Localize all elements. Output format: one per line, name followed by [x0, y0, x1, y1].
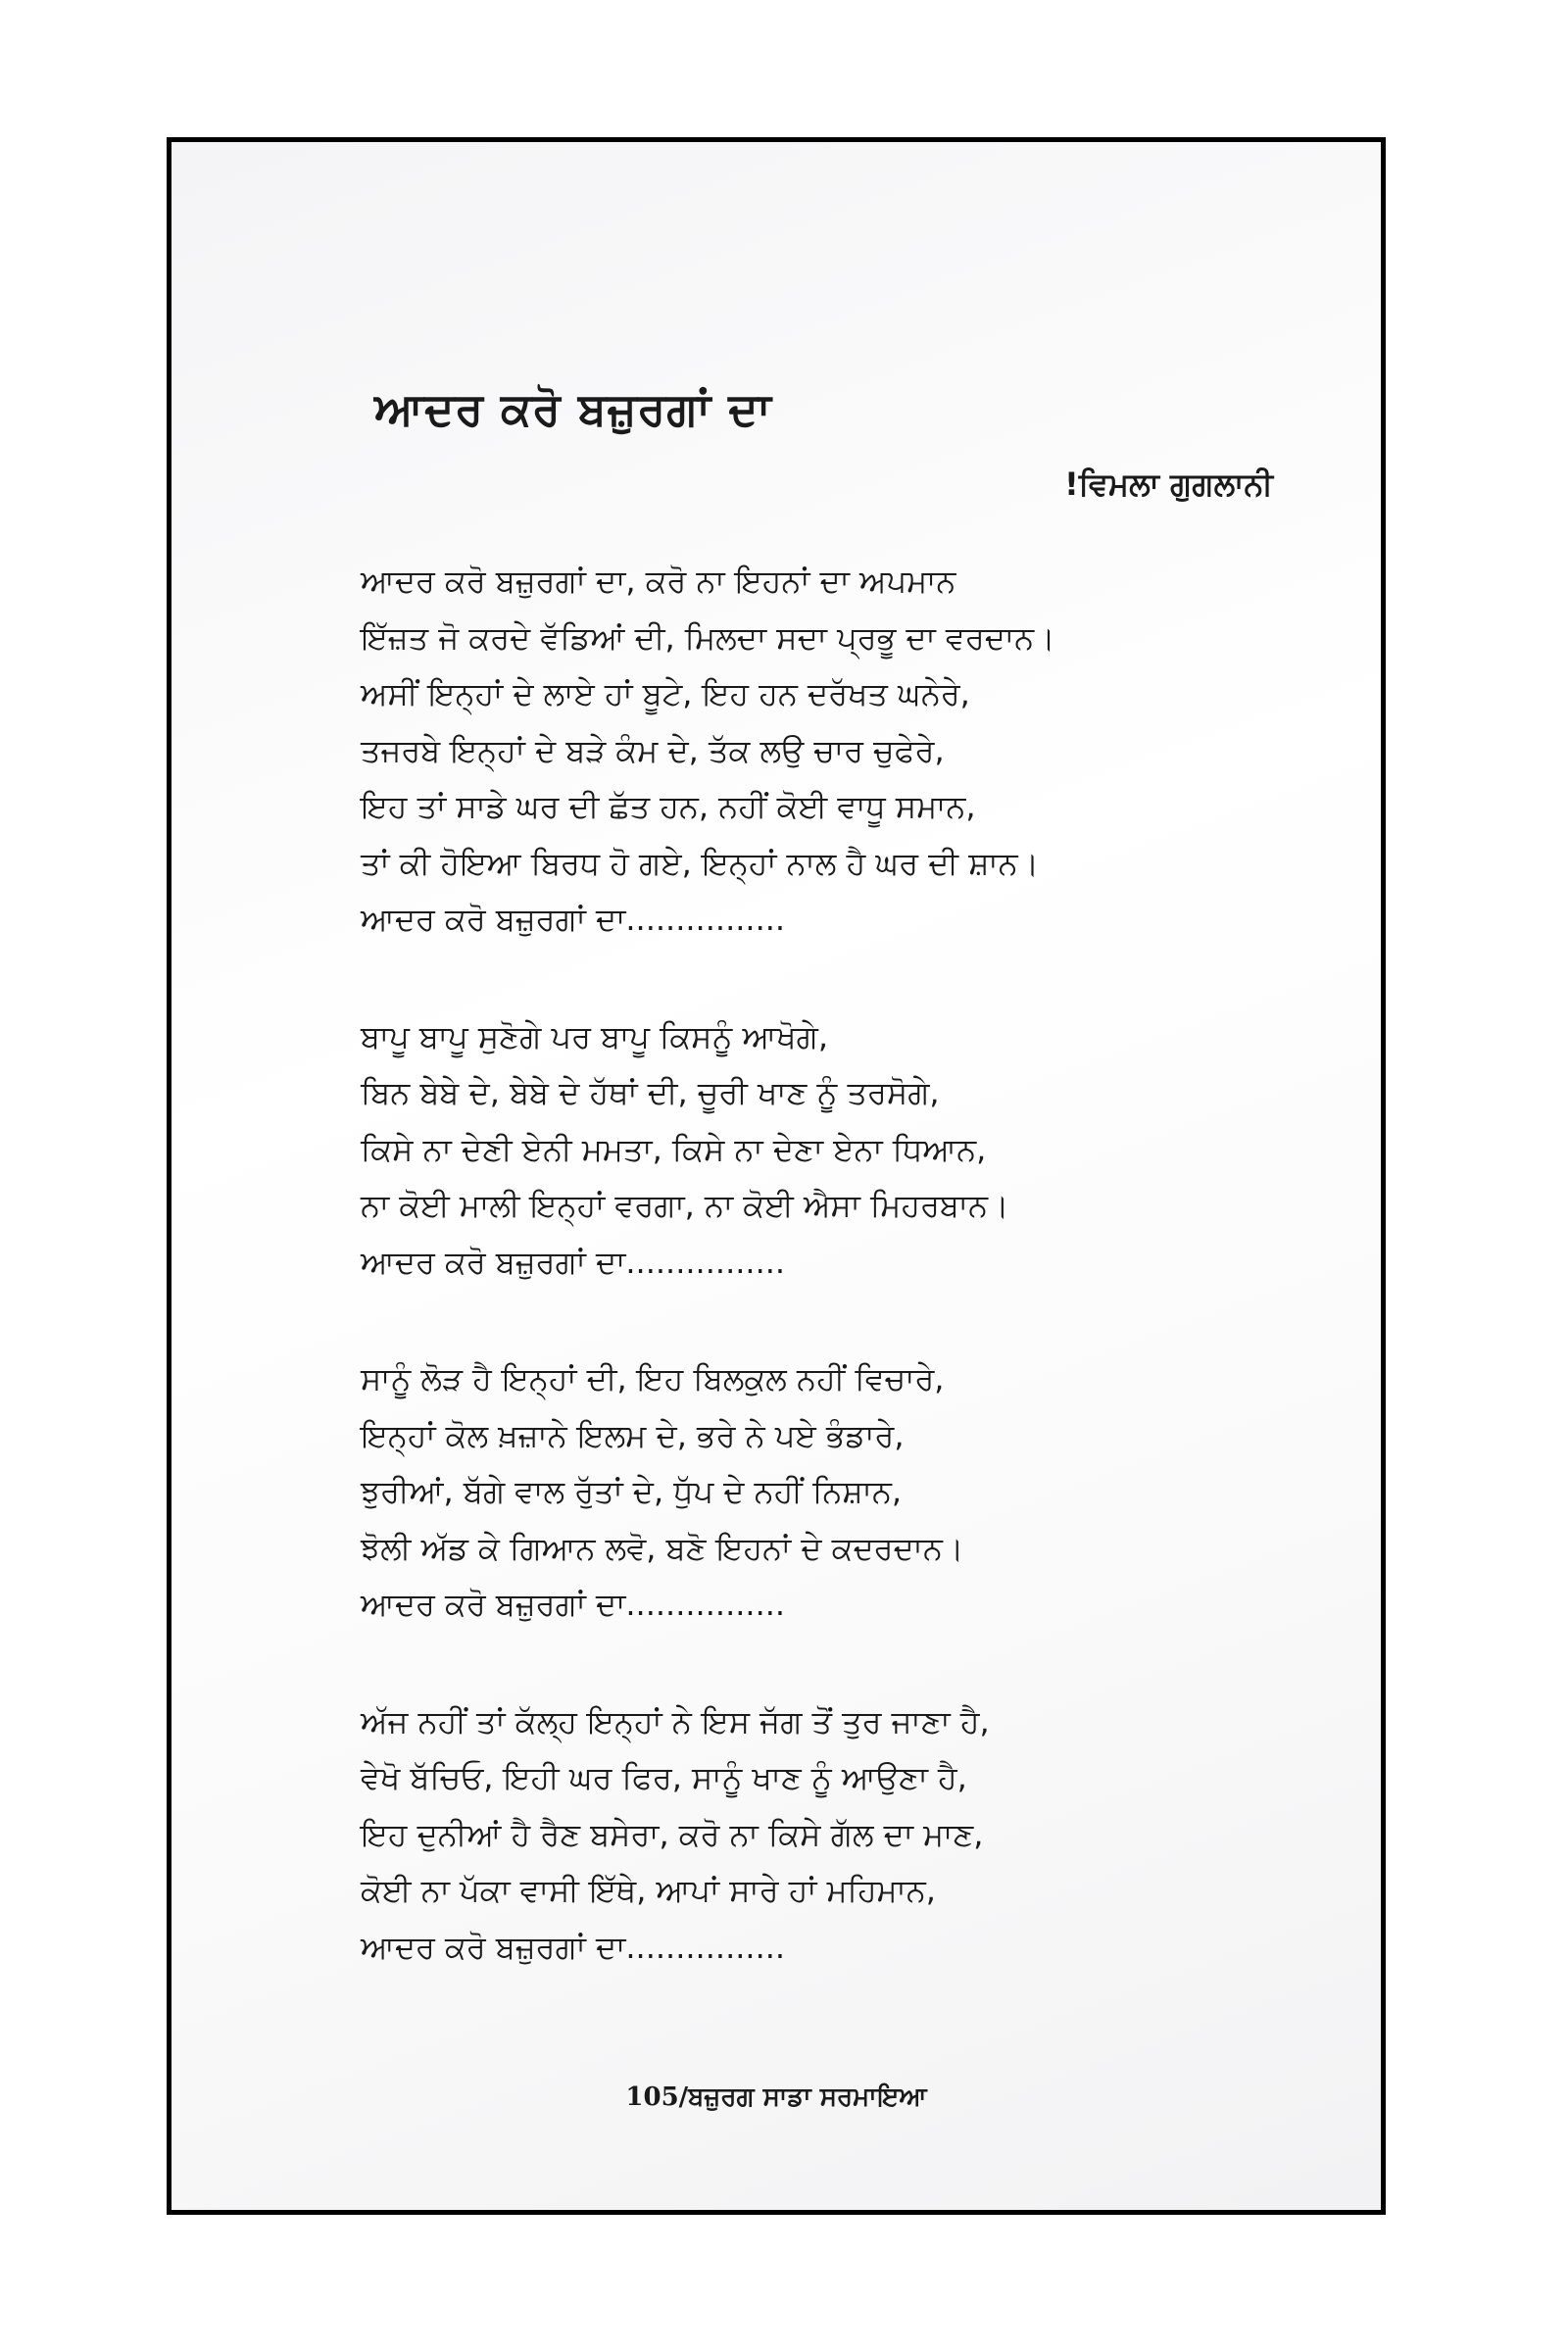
stanza-2	[361, 1009, 1301, 1292]
refrain-line: ਆਦਰ ਕਰੋ ਬਜ਼ੁਰਗਾਂ ਦਾ................	[361, 1243, 786, 1281]
poem-title: ਆਦਰ ਕਰੋ ਬਜ਼ੁਰਗਾਂ ਦਾ	[374, 382, 772, 435]
poem-line: ਸਾਨੂੰ ਲੋੜ ਹੈ ਇਨ੍ਹਾਂ ਦੀ, ਇਹ ਬਿਲਕੁਲ ਨਹੀਂ ਵਿਚਾਰੇ,	[361, 1360, 945, 1397]
poem-line: ਤਾਂ ਕੀ ਹੋਇਆ ਬਿਰਧ ਹੋ ਗਏ, ਇਨ੍ਹਾਂ ਨਾਲ ਹੈ ਘਰ ਦੀ ਸ਼ਾਨ।	[361, 844, 1040, 882]
poem-line: ਬਿਨ ਬੇਬੇ ਦੇ, ਬੇਬੇ ਦੇ ਹੱਥਾਂ ਦੀ, ਚੂਰੀ ਖਾਣ ਨੂੰ ਤਰਸੋਗੇ,	[361, 1074, 940, 1111]
poem-line: ਝੁਰੀਆਂ, ਬੱਗੇ ਵਾਲ ਰੁੱਤਾਂ ਦੇ, ਧੁੱਪ ਦੇ ਨਹੀਂ ਨਿਸ਼ਾਨ,	[361, 1473, 903, 1510]
poem-line: ਅੱਜ ਨਹੀਂ ਤਾਂ ਕੱਲ੍ਹ ਇਨ੍ਹਾਂ ਨੇ ਇਸ ਜੱਗ ਤੋਂ ਤੁਰ ਜਾਣਾ ਹੈ,	[361, 1702, 990, 1740]
poem-line: ਤਜਰਬੇ ਇਨ੍ਹਾਂ ਦੇ ਬੜੇ ਕੰਮ ਦੇ, ਤੱਕ ਲਉ ਚਾਰ ਚੁਫੇਰੇ,	[361, 731, 945, 769]
poem-line: ਇਨ੍ਹਾਂ ਕੋਲ ਖ਼ਜ਼ਾਨੇ ਇਲਮ ਦੇ, ਭਰੇ ਨੇ ਪਏ ਭੰਡਾਰੇ,	[361, 1416, 905, 1454]
poem-line: ਇੱਜ਼ਤ ਜੋ ਕਰਦੇ ਵੱਡਿਆਂ ਦੀ, ਮਿਲਦਾ ਸਦਾ ਪ੍ਰਭੂ ਦਾ ਵਰਦਾਨ।	[361, 618, 1055, 657]
refrain-line: ਆਦਰ ਕਰੋ ਬਜ਼ੁਰਗਾਂ ਦਾ................	[361, 1586, 786, 1623]
stanza-3	[361, 1351, 1301, 1634]
stanza-1	[361, 554, 1301, 949]
refrain-line: ਆਦਰ ਕਰੋ ਬਜ਼ੁਰਗਾਂ ਦਾ................	[361, 1928, 786, 1966]
poem-line: ਆਦਰ ਕਰੋ ਬਜ਼ੁਰਗਾਂ ਦਾ, ਕਰੋ ਨਾ ਇਹਨਾਂ ਦਾ ਅਪਮਾਨ	[361, 563, 956, 600]
poem-line: ਬਾਪੂ ਬਾਪੂ ਸੁਣੋਗੇ ਪਰ ਬਾਪੂ ਕਿਸਨੂੰ ਆਖੋਗੇ,	[361, 1017, 828, 1055]
poem-line: ਨਾ ਕੋਈ ਮਾਲੀ ਇਨ੍ਹਾਂ ਵਰਗਾ, ਨਾ ਕੋਈ ਐਸਾ ਮਿਹਰਬਾਨ।	[361, 1187, 1009, 1224]
poem-body	[361, 554, 1301, 2036]
document-page	[172, 142, 1381, 2210]
poem-author: !ਵਿਮਲਾ ਗੁਗਲਾਨੀ	[1064, 466, 1273, 503]
poem-line: ਝੋਲੀ ਅੱਡ ਕੇ ਗਿਆਨ ਲਵੋ, ਬਣੋ ਇਹਨਾਂ ਦੇ ਕਦਰਦਾਨ।	[361, 1529, 964, 1567]
poem-line: ਵੇਖੋ ਬੱਚਿਓ, ਇਹੀ ਘਰ ਫਿਰ, ਸਾਨੂੰ ਖਾਣ ਨੂੰ ਆਉਣਾ ਹੈ,	[361, 1759, 967, 1796]
poem-line: ਇਹ ਦੁਨੀਆਂ ਹੈ ਰੈਣ ਬਸੇਰਾ, ਕਰੋ ਨਾ ਕਿਸੇ ਗੱਲ ਦਾ ਮਾਣ,	[361, 1815, 984, 1853]
poem-line: ਇਹ ਤਾਂ ਸਾਡੇ ਘਰ ਦੀ ਛੱਤ ਹਨ, ਨਹੀਂ ਕੋਈ ਵਾਧੂ ਸਮਾਨ,	[361, 788, 976, 825]
poem-line: ਕੋਈ ਨਾ ਪੱਕਾ ਵਾਸੀ ਇੱਥੇ, ਆਪਾਂ ਸਾਰੇ ਹਾਂ ਮਹਿਮਾਨ,	[361, 1872, 936, 1909]
poem-line: ਕਿਸੇ ਨਾ ਦੇਣੀ ਏਨੀ ਮਮਤਾ, ਕਿਸੇ ਨਾ ਦੇਣਾ ਏਨਾ ਧਿਆਨ,	[361, 1130, 987, 1168]
page-footer: 105/ਬਜ਼ੁਰਗ ਸਾਡਾ ਸਰਮਾਇਆ	[625, 2082, 927, 2112]
poem-line: ਅਸੀਂ ਇਨ੍ਹਾਂ ਦੇ ਲਾਏ ਹਾਂ ਬੂਟੇ, ਇਹ ਹਨ ਦਰੱਖਤ ਘਨੇਰੇ,	[361, 675, 970, 712]
refrain-line: ਆਦਰ ਕਰੋ ਬਜ਼ੁਰਗਾਂ ਦਾ................	[361, 901, 786, 938]
stanza-4	[361, 1694, 1301, 1977]
page-frame	[167, 137, 1386, 2215]
